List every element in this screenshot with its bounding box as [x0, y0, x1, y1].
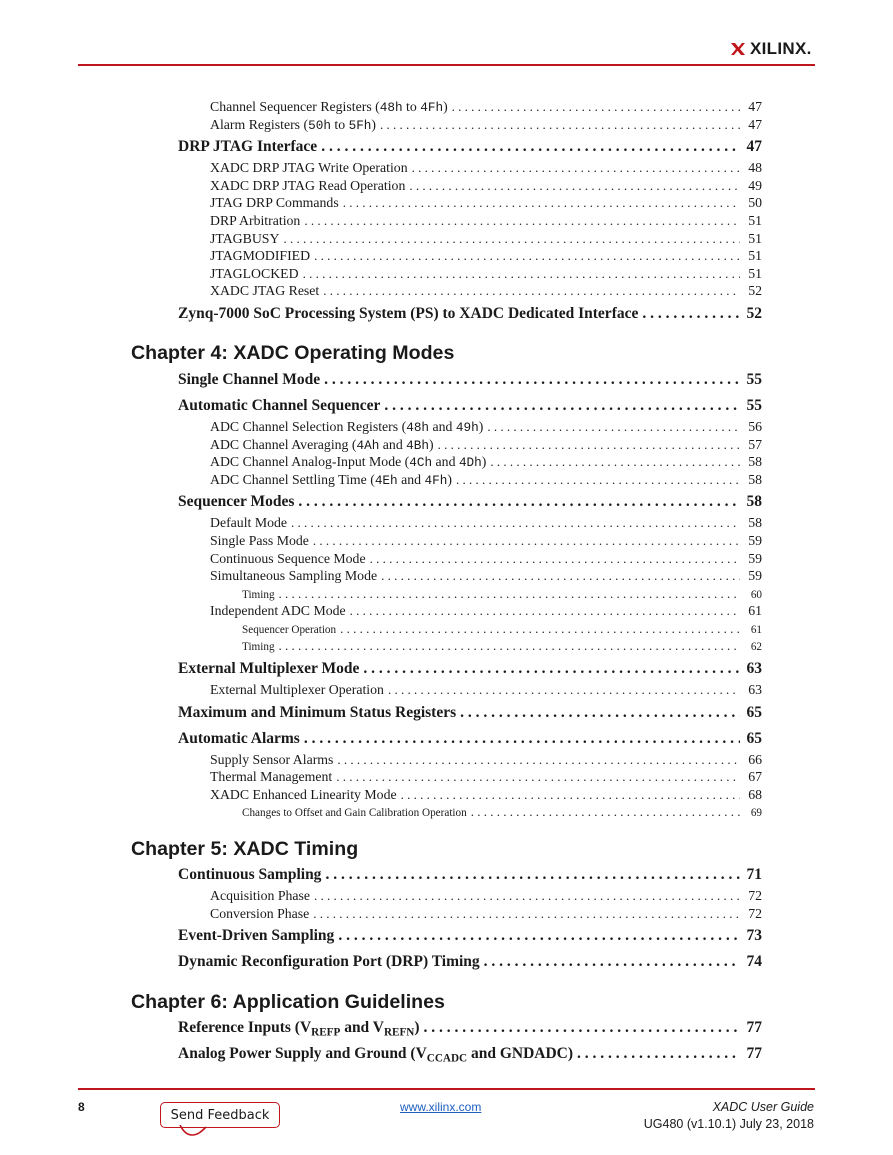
- toc-page-number: 65: [746, 703, 762, 721]
- toc-entry[interactable]: [178, 866, 762, 888]
- toc-entry-label: JTAG DRP Commands: [210, 195, 339, 211]
- dot-leader: [409, 178, 740, 194]
- dot-leader: [456, 472, 740, 488]
- toc-page-number: 58: [748, 515, 762, 531]
- toc-entry[interactable]: [210, 117, 762, 135]
- toc-entry-label: [210, 437, 434, 453]
- chapter-heading[interactable]: Chapter 4: XADC Operating Modes: [131, 342, 455, 365]
- register-address: 49h: [455, 419, 479, 435]
- dot-leader: [323, 283, 740, 299]
- toc-entry-label: [210, 419, 483, 435]
- toc-entry-label: Timing: [242, 588, 275, 601]
- label-text: Channel Sequencer Registers (: [210, 99, 380, 114]
- dot-leader: [487, 419, 740, 435]
- toc-page-number: 59: [748, 568, 762, 584]
- toc-entry-label: Single Pass Mode: [210, 532, 309, 548]
- dot-leader: [642, 305, 740, 323]
- toc-page-number: 58: [748, 471, 762, 487]
- label-text: and GNDADC): [467, 1045, 574, 1063]
- toc-page-number: 74: [746, 953, 762, 971]
- logo-text: XILINX.: [750, 39, 812, 58]
- toc-entry[interactable]: [210, 248, 762, 266]
- toc-entry[interactable]: [210, 533, 762, 551]
- label-text: ): [478, 418, 484, 434]
- label-text: ): [414, 1019, 420, 1037]
- register-address: 4Dh: [458, 455, 482, 471]
- toc-entry-label: [210, 99, 448, 115]
- toc-entry[interactable]: [178, 953, 762, 975]
- toc-page-number: 55: [746, 370, 762, 388]
- label-text: ADC Channel Settling Time (: [210, 471, 375, 487]
- toc-entry-label: XADC JTAG Reset: [210, 283, 320, 299]
- toc-entry-label: XADC DRP JTAG Read Operation: [210, 177, 406, 193]
- toc-entry[interactable]: [210, 454, 762, 472]
- toc-page-number: 56: [748, 418, 762, 434]
- dot-leader: [424, 1019, 740, 1037]
- toc-entry-label: Dynamic Reconfiguration Port (DRP) Timing: [178, 953, 480, 971]
- toc-entry-label: XADC Enhanced Linearity Mode: [210, 786, 397, 802]
- subscript: REFN: [383, 1026, 415, 1039]
- toc-page-number: 47: [748, 99, 762, 114]
- toc-entry-label: Conversion Phase: [210, 905, 310, 921]
- dot-leader: [279, 586, 740, 602]
- toc-entry-label: Continuous Sequence Mode: [210, 550, 366, 566]
- toc-page-number: 57: [748, 436, 762, 452]
- toc-entry[interactable]: [210, 682, 762, 700]
- toc-entry-label: External Multiplexer Operation: [210, 682, 384, 698]
- toc-entry[interactable]: [210, 178, 762, 196]
- toc-entry-label: Simultaneous Sampling Mode: [210, 568, 378, 584]
- dot-leader: [291, 515, 740, 531]
- toc-entry-label: XADC DRP JTAG Write Operation: [210, 160, 408, 176]
- chapter-heading[interactable]: Chapter 6: Application Guidelines: [131, 990, 445, 1013]
- toc-page-number: 58: [748, 454, 762, 470]
- toc-entry[interactable]: [178, 1019, 762, 1041]
- label-text: Analog Power Supply and Ground (V: [178, 1045, 427, 1063]
- label-text: ): [481, 454, 487, 470]
- register-address: 4Fh: [424, 472, 448, 488]
- toc-page-number: 63: [746, 660, 762, 678]
- toc-page-number: 49: [748, 177, 762, 193]
- toc-page-number: 51: [748, 212, 762, 228]
- toc-entry-label: Event-Driven Sampling: [178, 927, 335, 945]
- header-rule: [78, 64, 815, 66]
- toc-entry-label: [210, 454, 486, 470]
- toc-entry-label: Sequencer Modes: [178, 493, 295, 511]
- dot-leader: [313, 906, 740, 922]
- toc-page-number: 51: [748, 230, 762, 246]
- label-text: and V: [340, 1019, 384, 1037]
- toc-entry-label: [178, 1045, 573, 1064]
- dot-leader: [283, 231, 740, 247]
- label-text: Reference Inputs (V: [178, 1019, 312, 1037]
- toc-page-number: 47: [748, 116, 762, 132]
- label-text: ): [371, 116, 377, 132]
- toc-entry[interactable]: [210, 160, 762, 178]
- page-number: 8: [78, 1100, 85, 1114]
- toc-page-number: 77: [746, 1019, 762, 1037]
- toc-page-number: 52: [746, 304, 762, 322]
- dot-leader: [337, 752, 740, 768]
- toc-entry[interactable]: [210, 551, 762, 569]
- label-text: ADC Channel Averaging (: [210, 436, 357, 452]
- toc-entry-label: JTAGMODIFIED: [210, 248, 311, 264]
- register-address: 4Bh: [406, 437, 430, 453]
- label-text: to: [402, 99, 421, 114]
- toc-entry-label: DRP Arbitration: [210, 212, 301, 228]
- toc-entry[interactable]: [210, 195, 762, 213]
- dot-leader: [313, 533, 740, 549]
- toc-entry-label: [178, 1019, 420, 1038]
- toc-entry[interactable]: [242, 638, 762, 656]
- toc-entry-label: Single Channel Mode: [178, 370, 321, 388]
- toc-page-number: 47: [746, 138, 762, 156]
- dot-leader: [298, 493, 740, 511]
- label-text: and: [397, 471, 425, 487]
- label-text: and: [429, 418, 456, 434]
- toc-entry-label: Zynq-7000 SoC Processing System (PS) to XADC Dedicated Interface: [178, 304, 639, 322]
- register-address: 4Fh: [420, 100, 444, 115]
- toc-entry-label: Supply Sensor Alarms: [210, 751, 334, 767]
- toc-entry[interactable]: [242, 586, 762, 604]
- toc-entry[interactable]: [210, 419, 762, 437]
- dot-leader: [304, 730, 740, 748]
- subscript: REFP: [311, 1026, 341, 1039]
- toc-entry[interactable]: [210, 437, 762, 455]
- toc-entry[interactable]: [210, 752, 762, 770]
- dot-leader: [314, 248, 740, 264]
- register-address: 4Ah: [356, 437, 380, 453]
- toc-entry-label: JTAGBUSY: [210, 230, 280, 246]
- toc-entry[interactable]: [178, 138, 762, 160]
- toc-entry[interactable]: [242, 804, 762, 822]
- dot-leader: [460, 704, 740, 722]
- dot-leader: [577, 1045, 740, 1063]
- dot-leader: [401, 787, 740, 803]
- toc-entry-label: Maximum and Minimum Status Registers: [178, 703, 457, 721]
- toc-page-number: 48: [748, 160, 762, 176]
- dot-leader: [363, 660, 740, 678]
- toc-entry-label: Automatic Alarms: [178, 729, 300, 747]
- toc-entry[interactable]: [210, 568, 762, 586]
- toc-entry[interactable]: [178, 730, 762, 752]
- toc-entry[interactable]: [178, 305, 762, 327]
- toc-entry[interactable]: [178, 397, 762, 419]
- toc-entry[interactable]: [178, 704, 762, 726]
- dot-leader: [380, 117, 740, 133]
- toc-entry-label: Timing: [242, 641, 275, 654]
- dot-leader: [336, 769, 740, 785]
- toc-page-number: 77: [746, 1045, 762, 1063]
- dot-leader: [438, 437, 740, 453]
- label-text: ): [447, 471, 452, 487]
- label-text: Alarm Registers (: [210, 116, 309, 132]
- toc-entry[interactable]: [210, 266, 762, 284]
- register-address: 48h: [406, 419, 430, 435]
- dot-leader: [452, 99, 740, 115]
- toc-entry[interactable]: [210, 99, 762, 117]
- label-text: and: [432, 454, 459, 470]
- toc-entry-label: External Multiplexer Mode: [178, 660, 360, 678]
- dot-leader: [338, 927, 740, 945]
- toc-entry[interactable]: [178, 371, 762, 393]
- toc-entry-label: JTAGLOCKED: [210, 265, 299, 281]
- toc-entry[interactable]: [210, 769, 762, 787]
- toc-entry-label: Continuous Sampling: [178, 866, 322, 884]
- dot-leader: [340, 621, 740, 637]
- dot-leader: [325, 866, 740, 884]
- dot-leader: [324, 371, 740, 389]
- xilinx-website-link[interactable]: www.xilinx.com: [400, 1100, 482, 1114]
- dot-leader: [388, 682, 740, 698]
- toc-entry[interactable]: [178, 1045, 762, 1067]
- toc-entry[interactable]: [178, 660, 762, 682]
- table-of-contents: [0, 99, 893, 1067]
- toc-page-number: 51: [748, 248, 762, 264]
- toc-entry-label: DRP JTAG Interface: [178, 138, 318, 156]
- toc-entry[interactable]: [178, 927, 762, 949]
- toc-page-number: 59: [748, 550, 762, 566]
- toc-page-number: 72: [748, 888, 762, 904]
- toc-page-number: 69: [750, 807, 762, 820]
- dot-leader: [343, 195, 740, 211]
- toc-page-number: 61: [750, 623, 762, 636]
- toc-page-number: 62: [750, 641, 762, 654]
- dot-leader: [370, 551, 740, 567]
- toc-entry[interactable]: [178, 493, 762, 515]
- chapter-heading[interactable]: Chapter 5: XADC Timing: [131, 837, 359, 860]
- toc-entry[interactable]: [210, 283, 762, 301]
- dot-leader: [471, 804, 740, 820]
- toc-page-number: 55: [746, 396, 762, 414]
- dot-leader: [381, 568, 740, 584]
- toc-page-number: 59: [748, 532, 762, 548]
- register-address: 5Fh: [348, 117, 372, 133]
- dot-leader: [350, 603, 740, 619]
- toc-entry[interactable]: [210, 213, 762, 231]
- toc-page-number: 50: [748, 195, 762, 211]
- label-text: to: [330, 116, 349, 132]
- toc-page-number: 65: [746, 729, 762, 747]
- toc-entry-label: Thermal Management: [210, 769, 333, 785]
- toc-page-number: 72: [748, 905, 762, 921]
- feedback-bubble-tail-icon: [178, 1125, 208, 1137]
- toc-page-number: 73: [746, 927, 762, 945]
- toc-entry-label: Sequencer Operation: [242, 623, 337, 636]
- toc-page-number: 51: [748, 265, 762, 281]
- dot-leader: [384, 397, 740, 415]
- register-address: 50h: [308, 117, 331, 133]
- toc-page-number: 67: [748, 769, 762, 785]
- xilinx-logo-mark-icon: [730, 41, 746, 57]
- document-id: UG480 (v1.10.1) July 23, 2018: [643, 1117, 814, 1131]
- dot-leader: [412, 160, 740, 176]
- toc-entry[interactable]: [210, 906, 762, 924]
- toc-page-number: 66: [748, 751, 762, 767]
- toc-page-number: 60: [750, 588, 762, 601]
- label-text: ): [429, 436, 434, 452]
- dot-leader: [321, 138, 740, 156]
- toc-entry-label: Automatic Channel Sequencer: [178, 396, 381, 414]
- toc-entry[interactable]: [210, 787, 762, 805]
- dot-leader: [490, 454, 740, 470]
- dot-leader: [484, 953, 740, 971]
- label-text: ADC Channel Selection Registers (: [210, 418, 407, 434]
- toc-entry-label: Default Mode: [210, 515, 288, 531]
- toc-page-number: 63: [748, 682, 762, 698]
- dot-leader: [314, 888, 740, 904]
- toc-entry-label: [210, 117, 376, 133]
- toc-entry[interactable]: [210, 888, 762, 906]
- xilinx-logo: [730, 38, 812, 60]
- footer-rule: [78, 1088, 815, 1090]
- register-address: 4Eh: [374, 472, 398, 488]
- toc-entry[interactable]: [210, 472, 762, 490]
- document-title: XADC User Guide: [712, 1100, 814, 1114]
- toc-page-number: 61: [748, 603, 762, 619]
- dot-leader: [279, 638, 740, 654]
- toc-page-number: 68: [748, 786, 762, 802]
- toc-page-number: 71: [746, 866, 762, 884]
- toc-entry-label: Changes to Offset and Gain Calibration Operation: [242, 807, 467, 820]
- register-address: 4Ch: [409, 455, 433, 471]
- toc-entry-label: Acquisition Phase: [210, 888, 311, 904]
- send-feedback-button[interactable]: Send Feedback: [160, 1102, 280, 1128]
- toc-entry-label: Independent ADC Mode: [210, 603, 346, 619]
- dot-leader: [304, 213, 740, 229]
- toc-entry[interactable]: [242, 621, 762, 639]
- toc-entry[interactable]: [210, 515, 762, 533]
- label-text: and: [379, 436, 407, 452]
- dot-leader: [303, 266, 740, 282]
- toc-entry[interactable]: [210, 603, 762, 621]
- subscript: CCADC: [426, 1052, 468, 1065]
- toc-page-number: 58: [746, 493, 762, 511]
- label-text: ADC Channel Analog-Input Mode (: [210, 454, 410, 470]
- register-address: 48h: [379, 100, 403, 115]
- toc-entry-label: [210, 472, 452, 488]
- label-text: ): [443, 99, 448, 114]
- toc-page-number: 52: [748, 283, 762, 299]
- toc-entry[interactable]: [210, 231, 762, 249]
